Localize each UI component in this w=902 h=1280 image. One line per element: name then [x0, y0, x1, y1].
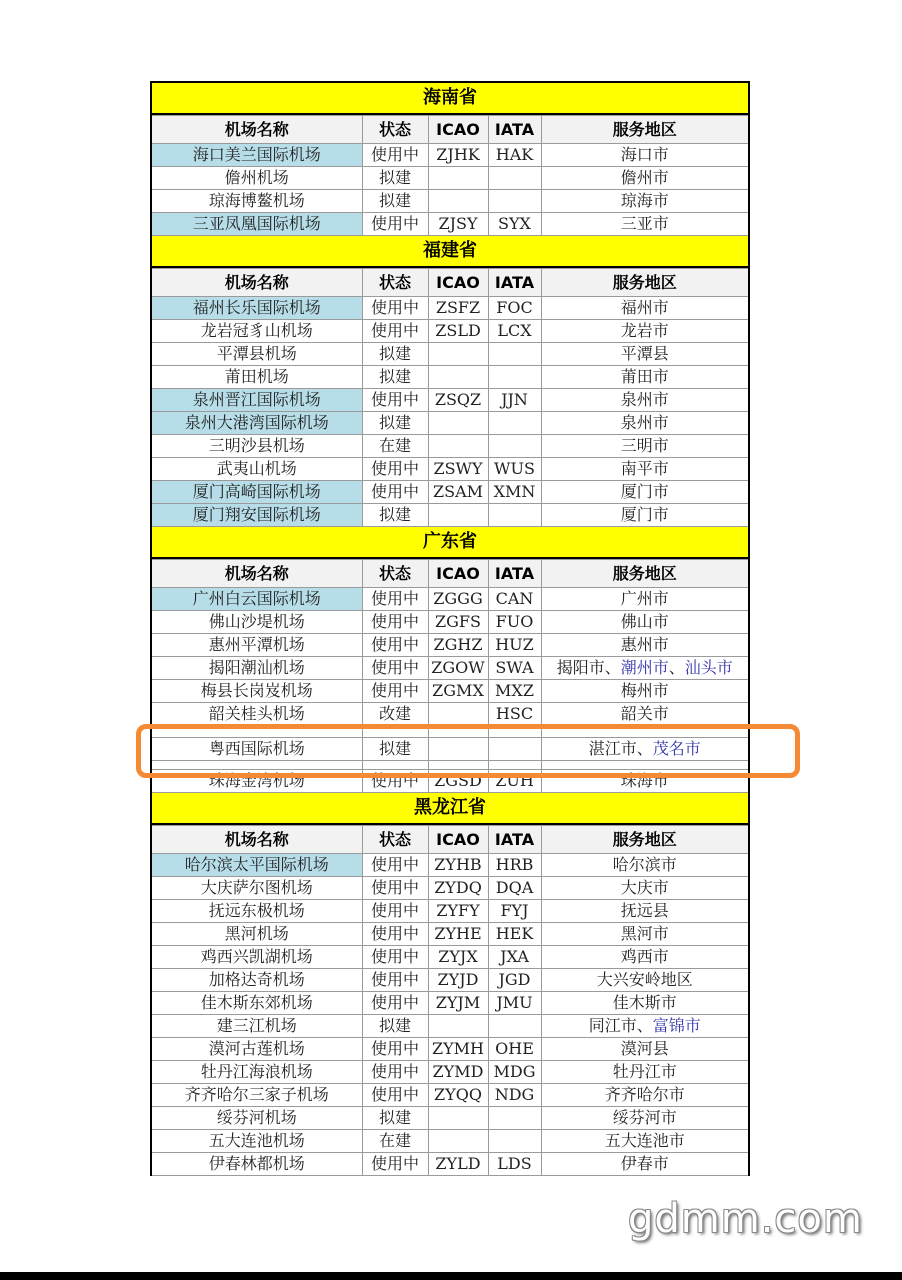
region-cell: 泉州市 [541, 389, 748, 412]
column-header: 状态 [362, 116, 428, 144]
iata-cell: ZUH [488, 770, 541, 793]
table-row [152, 1015, 748, 1038]
icao-cell [428, 167, 488, 190]
airport-name-cell: 哈尔滨太平国际机场 [152, 854, 362, 877]
status-cell: 使用中 [362, 634, 428, 657]
icao-cell [428, 1130, 488, 1153]
status-cell: 使用中 [362, 588, 428, 611]
iata-cell: CAN [488, 588, 541, 611]
iata-cell [488, 412, 541, 435]
icao-cell: ZSFZ [428, 297, 488, 320]
status-cell: 使用中 [362, 1038, 428, 1061]
airport-name-cell: 厦门翔安国际机场 [152, 504, 362, 527]
airport-table [152, 268, 748, 527]
iata-cell [488, 435, 541, 458]
airport-name-cell: 三明沙县机场 [152, 435, 362, 458]
table-row [152, 213, 748, 236]
iata-cell [488, 1015, 541, 1038]
column-header: 机场名称 [152, 116, 362, 144]
airport-name-cell: 绥芬河机场 [152, 1107, 362, 1130]
iata-cell: SWA [488, 657, 541, 680]
watermark: gdmm.com [628, 1196, 863, 1242]
column-header: ICAO [428, 826, 488, 854]
iata-cell: WUS [488, 458, 541, 481]
region-cell: 福州市 [541, 297, 748, 320]
status-cell: 使用中 [362, 946, 428, 969]
table-row [152, 611, 748, 634]
icao-cell: ZGHZ [428, 634, 488, 657]
airport-name-cell: 福州长乐国际机场 [152, 297, 362, 320]
icao-cell: ZYJD [428, 969, 488, 992]
airport-name-cell: 大庆萨尔图机场 [152, 877, 362, 900]
status-cell: 在建 [362, 1130, 428, 1153]
icao-cell: ZSLD [428, 320, 488, 343]
region-cell: 抚远县 [541, 900, 748, 923]
column-header: ICAO [428, 269, 488, 297]
header-row [152, 116, 748, 144]
iata-cell: LCX [488, 320, 541, 343]
status-cell: 拟建 [362, 1015, 428, 1038]
region-cell: 惠州市 [541, 634, 748, 657]
status-cell: 使用中 [362, 458, 428, 481]
column-header: 状态 [362, 826, 428, 854]
region-cell: 大庆市 [541, 877, 748, 900]
region-cell: 厦门市 [541, 504, 748, 527]
region-cell: 大兴安岭地区 [541, 969, 748, 992]
column-header: 服务地区 [541, 269, 748, 297]
status-cell: 使用中 [362, 1153, 428, 1176]
region-cell: 海口市 [541, 144, 748, 167]
status-cell: 使用中 [362, 969, 428, 992]
table-row [152, 1107, 748, 1130]
icao-cell: ZGSD [428, 770, 488, 793]
iata-cell: LDS [488, 1153, 541, 1176]
icao-cell [428, 412, 488, 435]
table-row [152, 458, 748, 481]
airport-table [152, 115, 748, 236]
table-row [152, 900, 748, 923]
airport-name-cell: 泉州大港湾国际机场 [152, 412, 362, 435]
status-cell: 拟建 [362, 366, 428, 389]
icao-cell: ZYHE [428, 923, 488, 946]
status-cell: 使用中 [362, 680, 428, 703]
region-cell: 莆田市 [541, 366, 748, 389]
icao-cell [428, 1107, 488, 1130]
region-cell: 牡丹江市 [541, 1061, 748, 1084]
table-row [152, 634, 748, 657]
airport-name-cell: 伊春林都机场 [152, 1153, 362, 1176]
icao-cell [428, 435, 488, 458]
table-row [152, 297, 748, 320]
province-title: 黑龙江省 [152, 793, 748, 825]
iata-cell [488, 343, 541, 366]
province-section [152, 793, 748, 1176]
status-cell: 使用中 [362, 854, 428, 877]
region-cell: 平潭县 [541, 343, 748, 366]
status-cell: 使用中 [362, 900, 428, 923]
header-row [152, 269, 748, 297]
table-row [152, 1038, 748, 1061]
column-header: IATA [488, 560, 541, 588]
airport-name-cell: 牡丹江海浪机场 [152, 1061, 362, 1084]
region-cell: 厦门市 [541, 481, 748, 504]
status-cell: 使用中 [362, 144, 428, 167]
column-header: 服务地区 [541, 116, 748, 144]
region-cell: 黑河市 [541, 923, 748, 946]
province-title: 广东省 [152, 527, 748, 559]
status-cell: 使用中 [362, 1084, 428, 1107]
airport-name-cell: 佛山沙堤机场 [152, 611, 362, 634]
airport-name-cell: 梅县长岗岌机场 [152, 680, 362, 703]
table-row [152, 412, 748, 435]
column-header: IATA [488, 269, 541, 297]
region-part: 湛江市、 [588, 739, 653, 758]
table-row [152, 854, 748, 877]
column-header: 机场名称 [152, 560, 362, 588]
region-cell: 三亚市 [541, 213, 748, 236]
airport-name-cell: 齐齐哈尔三家子机场 [152, 1084, 362, 1107]
icao-cell: ZYDQ [428, 877, 488, 900]
column-header: ICAO [428, 560, 488, 588]
status-cell: 拟建 [362, 190, 428, 213]
icao-cell [428, 504, 488, 527]
region-cell [541, 657, 748, 680]
table-row [152, 923, 748, 946]
status-cell: 使用中 [362, 481, 428, 504]
iata-cell [488, 1107, 541, 1130]
table-row [152, 1153, 748, 1176]
airport-name-cell: 黑河机场 [152, 923, 362, 946]
region-cell: 琼海市 [541, 190, 748, 213]
region-cell: 泉州市 [541, 412, 748, 435]
region-part: 富锦市 [652, 1016, 701, 1035]
table-row [152, 969, 748, 992]
icao-cell: ZYMH [428, 1038, 488, 1061]
iata-cell [488, 1130, 541, 1153]
region-cell: 鸡西市 [541, 946, 748, 969]
table-row [152, 1061, 748, 1084]
airport-sheet [150, 81, 750, 1176]
iata-cell: FYJ [488, 900, 541, 923]
iata-cell: HRB [488, 854, 541, 877]
header-row [152, 560, 748, 588]
airport-name-cell: 厦门高崎国际机场 [152, 481, 362, 504]
status-cell: 使用中 [362, 611, 428, 634]
region-cell: 佳木斯市 [541, 992, 748, 1015]
table-row [152, 680, 748, 703]
status-cell: 拟建 [362, 504, 428, 527]
icao-cell: ZGFS [428, 611, 488, 634]
icao-cell [428, 1015, 488, 1038]
table-row [152, 343, 748, 366]
province-title: 海南省 [152, 83, 748, 115]
airport-name-cell: 佳木斯东郊机场 [152, 992, 362, 1015]
status-cell: 使用中 [362, 657, 428, 680]
sections-container [152, 83, 748, 1176]
airport-name-cell: 韶关桂头机场 [152, 703, 362, 726]
region-part: 潮州市 [620, 658, 669, 677]
icao-cell [428, 703, 488, 726]
iata-cell: NDG [488, 1084, 541, 1107]
airport-name-cell: 武夷山机场 [152, 458, 362, 481]
table-row [152, 946, 748, 969]
status-cell: 拟建 [362, 167, 428, 190]
table-row [152, 389, 748, 412]
icao-cell: ZYLD [428, 1153, 488, 1176]
region-cell: 三明市 [541, 435, 748, 458]
airport-name-cell: 珠海金湾机场 [152, 770, 362, 793]
table-row [152, 1084, 748, 1107]
airport-name-cell: 揭阳潮汕机场 [152, 657, 362, 680]
region-cell: 广州市 [541, 588, 748, 611]
icao-cell: ZSQZ [428, 389, 488, 412]
region-cell: 儋州市 [541, 167, 748, 190]
iata-cell: HSC [488, 703, 541, 726]
airport-name-cell: 五大连池机场 [152, 1130, 362, 1153]
iata-cell [488, 190, 541, 213]
airport-name-cell: 琼海博鳌机场 [152, 190, 362, 213]
status-cell: 使用中 [362, 213, 428, 236]
iata-cell: JGD [488, 969, 541, 992]
region-cell: 南平市 [541, 458, 748, 481]
icao-cell: ZYFY [428, 900, 488, 923]
airport-name-cell: 平潭县机场 [152, 343, 362, 366]
status-cell: 使用中 [362, 389, 428, 412]
region-cell: 佛山市 [541, 611, 748, 634]
table-row [152, 144, 748, 167]
iata-cell: JJN [488, 389, 541, 412]
iata-cell [488, 167, 541, 190]
airport-name-cell: 三亚凤凰国际机场 [152, 213, 362, 236]
iata-cell [488, 504, 541, 527]
table-row [152, 167, 748, 190]
status-cell: 拟建 [362, 343, 428, 366]
status-cell: 改建 [362, 703, 428, 726]
iata-cell: SYX [488, 213, 541, 236]
table-row [152, 481, 748, 504]
table-row [152, 1130, 748, 1153]
airport-table [152, 825, 748, 1176]
region-cell: 珠海市 [541, 770, 748, 793]
table-row [152, 366, 748, 389]
airport-name-cell: 建三江机场 [152, 1015, 362, 1038]
header-row [152, 826, 748, 854]
column-header: 服务地区 [541, 560, 748, 588]
icao-cell [428, 366, 488, 389]
region-part: 汕头市 [684, 658, 733, 677]
column-header: 状态 [362, 269, 428, 297]
province-section [152, 236, 748, 527]
table-row [152, 657, 748, 680]
iata-cell: HAK [488, 144, 541, 167]
region-part: 揭阳市、 [556, 658, 621, 677]
column-header: ICAO [428, 116, 488, 144]
province-section [152, 83, 748, 236]
icao-cell: ZYMD [428, 1061, 488, 1084]
icao-cell: ZJSY [428, 213, 488, 236]
highlight-callout [136, 724, 800, 778]
region-cell: 梅州市 [541, 680, 748, 703]
table-row [152, 992, 748, 1015]
icao-cell [428, 343, 488, 366]
airport-name-cell: 加格达奇机场 [152, 969, 362, 992]
region-part: 、 [668, 658, 685, 677]
region-part: 同江市、 [588, 1016, 653, 1035]
airport-name-cell: 粤西国际机场 [152, 738, 362, 761]
airport-name-cell: 儋州机场 [152, 167, 362, 190]
icao-cell: ZYQQ [428, 1084, 488, 1107]
status-cell: 在建 [362, 435, 428, 458]
status-cell: 使用中 [362, 877, 428, 900]
region-cell: 韶关市 [541, 703, 748, 726]
region-cell: 绥芬河市 [541, 1107, 748, 1130]
column-header: 机场名称 [152, 826, 362, 854]
icao-cell [428, 190, 488, 213]
iata-cell: MXZ [488, 680, 541, 703]
icao-cell: ZGMX [428, 680, 488, 703]
column-header: 机场名称 [152, 269, 362, 297]
status-cell: 使用中 [362, 320, 428, 343]
status-cell: 使用中 [362, 992, 428, 1015]
iata-cell: FUO [488, 611, 541, 634]
table-row [152, 190, 748, 213]
status-cell: 拟建 [362, 738, 428, 761]
airport-name-cell: 漠河古莲机场 [152, 1038, 362, 1061]
region-cell: 伊春市 [541, 1153, 748, 1176]
table-row [152, 588, 748, 611]
airport-name-cell: 龙岩冠豸山机场 [152, 320, 362, 343]
iata-cell: JMU [488, 992, 541, 1015]
status-cell: 拟建 [362, 1107, 428, 1130]
region-part: 茂名市 [652, 739, 701, 758]
region-cell: 齐齐哈尔市 [541, 1084, 748, 1107]
iata-cell [488, 366, 541, 389]
status-cell: 拟建 [362, 412, 428, 435]
airport-name-cell: 惠州平潭机场 [152, 634, 362, 657]
icao-cell: ZSAM [428, 481, 488, 504]
column-header: 服务地区 [541, 826, 748, 854]
icao-cell: ZYJM [428, 992, 488, 1015]
column-header: 状态 [362, 560, 428, 588]
status-cell: 使用中 [362, 1061, 428, 1084]
iata-cell: HUZ [488, 634, 541, 657]
iata-cell: XMN [488, 481, 541, 504]
table-row [152, 504, 748, 527]
icao-cell: ZJHK [428, 144, 488, 167]
region-cell: 哈尔滨市 [541, 854, 748, 877]
region-cell: 五大连池市 [541, 1130, 748, 1153]
status-cell: 使用中 [362, 923, 428, 946]
airport-name-cell: 广州白云国际机场 [152, 588, 362, 611]
table-row [152, 703, 748, 726]
airport-name-cell: 莆田机场 [152, 366, 362, 389]
iata-cell: DQA [488, 877, 541, 900]
iata-cell: JXA [488, 946, 541, 969]
region-cell: 漠河县 [541, 1038, 748, 1061]
table-row [152, 877, 748, 900]
icao-cell: ZSWY [428, 458, 488, 481]
region-cell [541, 1015, 748, 1038]
table-row [152, 435, 748, 458]
icao-cell: ZYHB [428, 854, 488, 877]
iata-cell: MDG [488, 1061, 541, 1084]
icao-cell: ZGGG [428, 588, 488, 611]
iata-cell: FOC [488, 297, 541, 320]
airport-name-cell: 泉州晋江国际机场 [152, 389, 362, 412]
column-header: IATA [488, 116, 541, 144]
table-row [152, 320, 748, 343]
iata-cell: OHE [488, 1038, 541, 1061]
status-cell: 使用中 [362, 297, 428, 320]
province-title: 福建省 [152, 236, 748, 268]
iata-cell: HEK [488, 923, 541, 946]
column-header: IATA [488, 826, 541, 854]
icao-cell: ZGOW [428, 657, 488, 680]
bottom-bar [0, 1272, 902, 1280]
icao-cell: ZYJX [428, 946, 488, 969]
airport-name-cell: 海口美兰国际机场 [152, 144, 362, 167]
airport-name-cell: 抚远东极机场 [152, 900, 362, 923]
region-cell: 龙岩市 [541, 320, 748, 343]
status-cell: 使用中 [362, 770, 428, 793]
airport-name-cell: 鸡西兴凯湖机场 [152, 946, 362, 969]
